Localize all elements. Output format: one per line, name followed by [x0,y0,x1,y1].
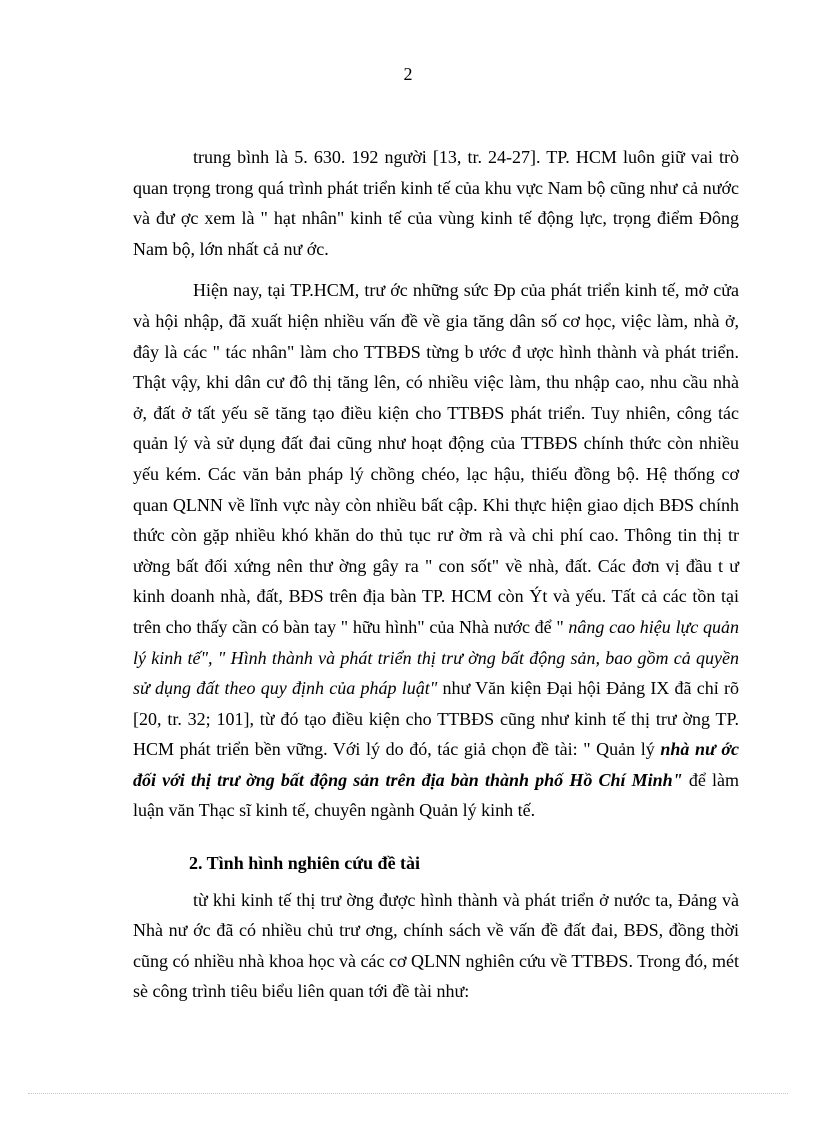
page-number: 2 [403,64,413,84]
rationale-text-end: để làm luận văn Thạc sĩ kinh tế, chuyên ngành Quản lý kinh tế. [133,769,739,821]
paragraph-research-overview: từ khi kinh tế thị trư ờng được hình thành và phát triển ở nước ta, Đảng và Nhà nư ớc đã có nhiều chủ trư ơng, chính sách về vấn đề đất đai, BĐS, đồng thời cũng có nhiều nhà khoa học và các cơ QLNN nghiên cứu về TTBĐS. Trong đó, mét sè công trình tiêu biểu liên quan tới đề tài như: [133,889,739,1002]
rationale-text: Hiện nay, tại TP.HCM, trư ớc những sức Ðp của phát triển kinh tế, mở cửa và hội nhập, đã xuất hiện nhiều vấn đề về gia tăng dân số cơ học, việc làm, nhà ở, đây là các " tác nhân" làm cho TTBĐS từng b ước đ ược hình thành và phát triển. Thật vậy, khi dân cư đô thị tăng lên, có nhiều việc làm, thu nhập cao, nhu cầu nhà ở, đất ở tất yếu sẽ tăng tạo điều kiện cho TTBĐS phát triển. Tuy nhiên, công tác quản lý và sử dụng đất đai cũng như hoạt động của TTBĐS chính thức còn nhiều yếu kém. Các văn bản pháp lý chồng chéo, lạc hậu, thiếu đồng bộ. Hệ thống cơ quan QLNN về lĩnh vực này còn nhiều bất cập. Khi thực hiện giao dịch BĐS chính thức còn gặp nhiều khó khăn do thủ tục rư ờm rà và chi phí cao. Thông tin thị tr ường bất đối xứng nên thư ờng gây ra " con sốt" về nhà, đất. Các đơn vị đầu t ư kinh doanh nhà, đất, BĐS trên địa bàn TP. HCM còn Ýt và yếu. Tất cả các tồn tại trên cho thấy cần có bàn tay " hữu hình" của Nhà nước để " [133,280,739,637]
thesis-title: nhà nư ớc đối với thị trư ờng bất động sản trên địa bàn thành phố Hồ Chí Minh" [133,739,740,790]
document-body [133,142,739,1007]
page-bottom-divider [28,1093,788,1094]
rationale-text-continued: như Văn kiện Đại hội Đảng IX đã chỉ rõ [20, tr. 32; 101], từ đó tạo điều kiện cho TTBĐS cũng như kinh tế thị trư ờng TP. HCM phát triển bền vững. Với lý do đó, tác giả chọn đề tài: " Quản lý [133,678,739,760]
rationale-quote: nâng cao hiệu lực quản lý kinh tế", " Hình thành và phát triển thị trư ờng bất động sản, bao gồm cả quyền sử dụng đất theo quy định của pháp luật" [133,616,739,699]
paragraph-population: trung bình là 5. 630. 192 người [13, tr. 24-27]. TP. HCM luôn giữ vai trò quan trọng trong quá trình phát triển kinh tế của khu vực Nam bộ cũng như cả nước và đư ợc xem là " hạt nhân" kinh tế của vùng kinh tế động lực, trọng điểm Đông Nam bộ, lớn nhất cả nư ớc. [133,147,739,259]
section-heading: 2. Tình hình nghiên cứu đề tài [189,853,421,874]
paragraph-rationale [133,275,739,826]
